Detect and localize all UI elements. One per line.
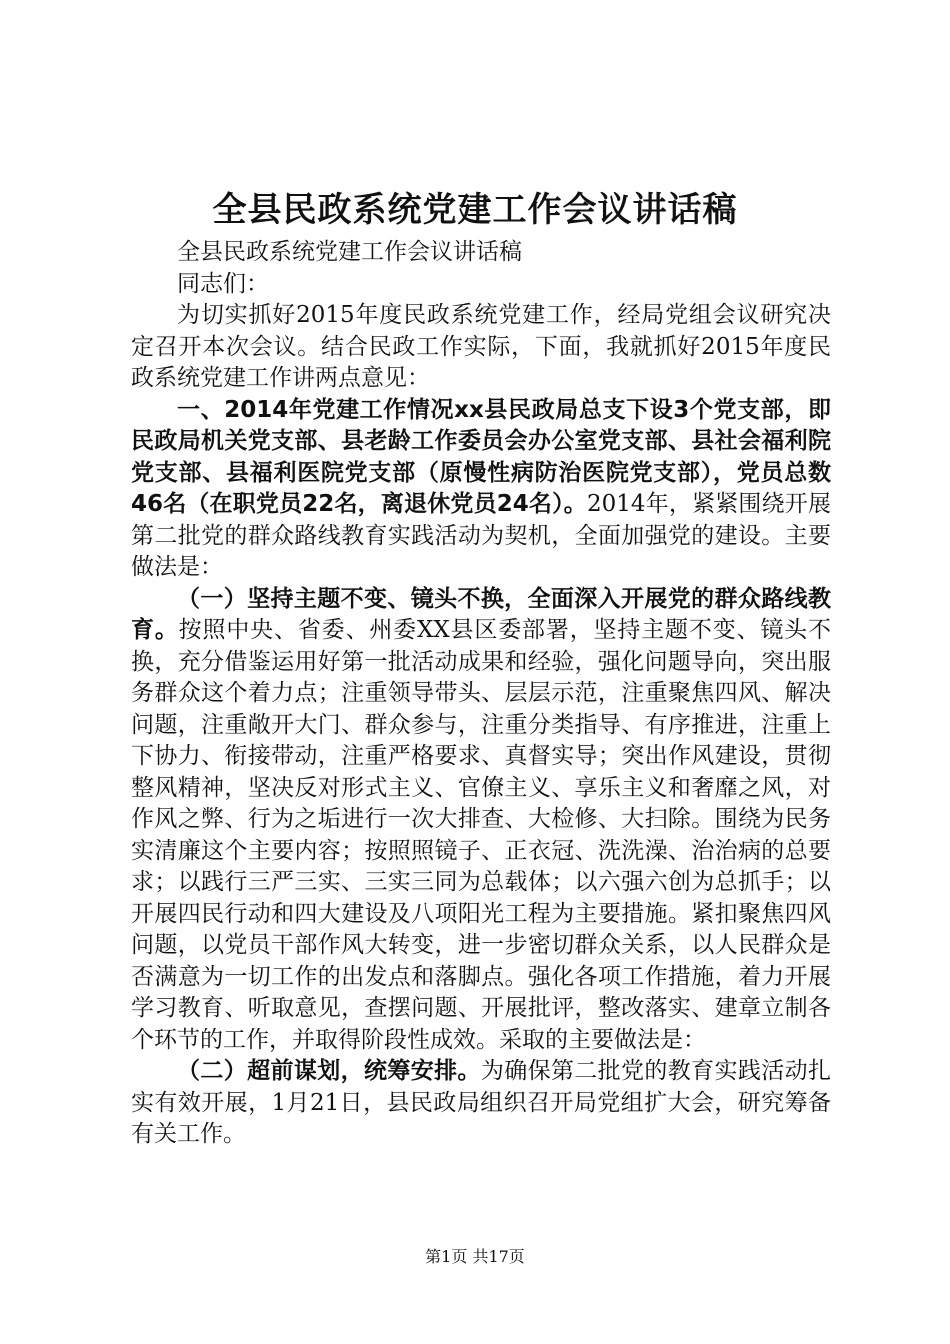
paragraph-text: 2014年，紧紧围绕开展第二批党的群众路线教育实践活动为契机，全面加强党的建设。主要做法是： — [131, 491, 831, 580]
subsection-two-paragraph — [131, 1056, 831, 1151]
page-footer: 第1页 共17页 — [425, 1247, 525, 1266]
section-heading: （二）超前谋划，统筹安排。 — [177, 1058, 481, 1084]
subsection-one-paragraph — [131, 584, 831, 1057]
section-one-paragraph — [131, 395, 831, 584]
document-body — [131, 237, 831, 1151]
paragraph-text: 全县民政系统党建工作会议讲话稿 — [177, 239, 522, 265]
paragraph-text: 为切实抓好2015年度民政系统党建工作，经局党组会议研究决定召开本次会议。结合民政工作实际，下面，我就抓好2015年度民政系统党建工作讲两点意见： — [131, 302, 831, 391]
paragraph-text: 按照中央、省委、州委XX县区委部署，坚持主题不变、镜头不换，充分借鉴运用好第一批活动成果和经验，强化问题导向，突出服务群众这个着力点；注重领导带头、层层示范，注重聚焦四风、解决问题，注重敞开大门、群众参与，注重分类指导、有序推进，注重上下协力、衔接带动，注重严格要求、真督实导；突出作风建设，贯彻整风精神，坚决反对形式主义、官僚主义、享乐主义和奢靡之风，对作风之弊、行为之垢进行一次大排查、大检修、大扫除。围绕为民务实清廉这个主要内容；按照照镜子、正衣冠、洗洗澡、治治病的总要求；以践行三严三实、三实三同为总载体；以六强六创为总抓手；以开展四民行动和四大建设及八项阳光工程为主要措施。紧扣聚焦四风问题，以党员干部作风大转变，进一步密切群众关系，以人民群众是否满意为一切工作的出发点和落脚点。强化各项工作措施，着力开展学习教育、听取意见，查摆问题、开展批评，整改落实、建章立制各个环节的工作，并取得阶段性成效。采取的主要做法是： — [131, 617, 832, 1053]
paragraph-text: 为确保第二批党的教育实践活动扎实有效开展，1月21日，县民政局组织召开局党组扩大会，研究筹备有关工作。 — [131, 1058, 832, 1147]
section-heading: 一、2014年党建工作情况xx县民政局总支下设3个党支部，即民政局机关党支部、县老龄工作委员会办公室党支部、县社会福利院党支部、县福利医院党支部（原慢性病防治医院党支部），党员总数46名（在职党员22名，离退休党员24名）。 — [131, 396, 831, 517]
subtitle-paragraph — [131, 237, 831, 269]
paragraph-text: 同志们： — [177, 270, 269, 297]
intro-paragraph — [131, 300, 831, 395]
document-title: 全县民政系统党建工作会议讲话稿 — [212, 190, 738, 230]
section-heading: （一）坚持主题不变、镜头不换，全面深入开展党的群众路线教育。 — [131, 585, 831, 643]
salutation-paragraph — [131, 269, 831, 301]
